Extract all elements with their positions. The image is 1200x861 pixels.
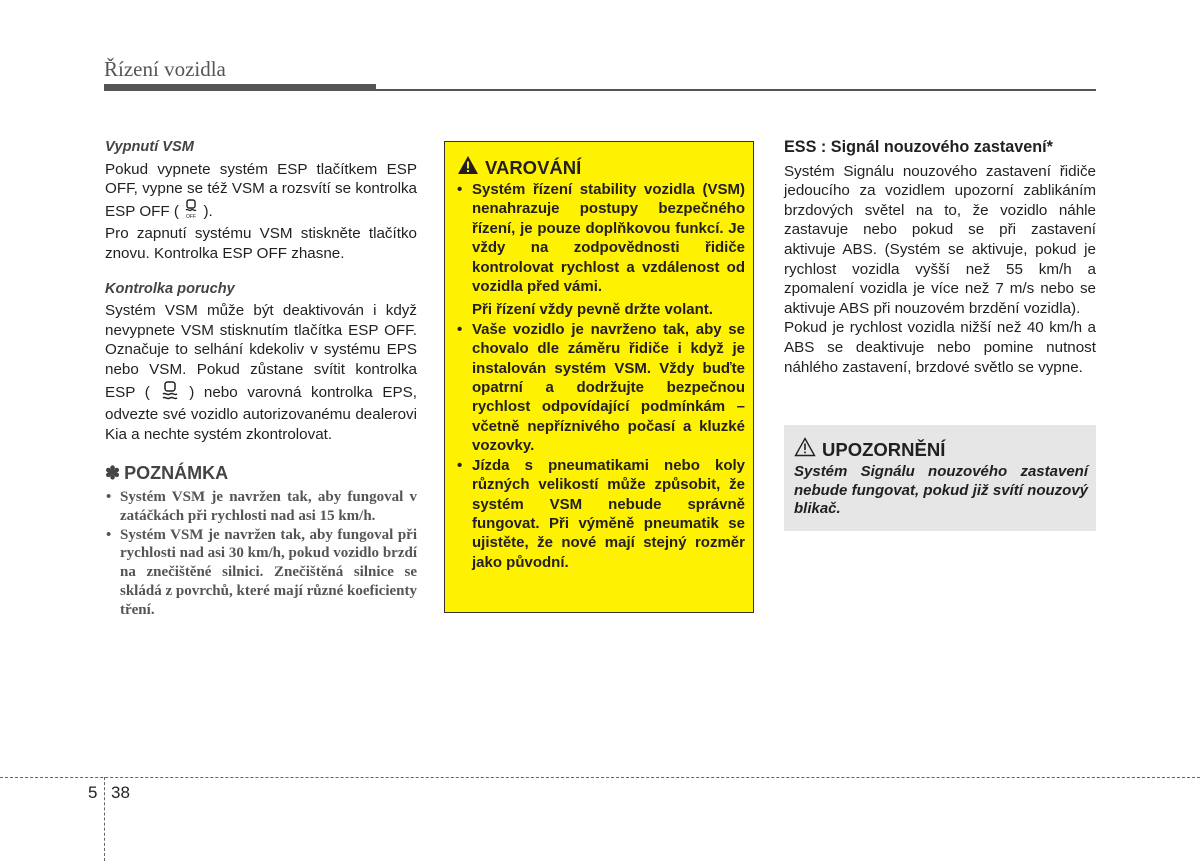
warning-title: VAROVÁNÍ xyxy=(485,156,582,178)
fault-text-a: Systém VSM může být deaktivován i když nevypnete VSM stisknutím tlačítka ESP OFF. Označuje to selhání kdekoliv v systému EPS nebo VSM. Pokud zůstane svítit kontrolka ESP ( xyxy=(105,302,417,401)
vsm-off-paragraph-1 xyxy=(105,160,417,225)
ess-paragraph-2: Pokud je rychlost vozidla nižší než 40 km/h a ABS se deaktivuje nebo pomine nutnost náhlého zastavení, brzdové světlo se vypne. xyxy=(784,319,1096,376)
vsm-off-paragraph-2: Pro zapnutí systému VSM stiskněte tlačítko znovu. Kontrolka ESP OFF zhasne. xyxy=(105,225,417,262)
caution-triangle-icon xyxy=(794,437,816,462)
caution-box xyxy=(784,425,1096,531)
svg-text:OFF: OFF xyxy=(186,213,197,219)
page-number: 38 xyxy=(111,783,130,802)
warning-list xyxy=(455,180,745,572)
chapter-number: 5 xyxy=(88,783,98,802)
asterisk-icon: ✽ xyxy=(105,463,121,484)
vsm-off-text-b: ). xyxy=(203,202,213,220)
ess-title: ESS : Signál nouzového zastavení* xyxy=(784,138,1053,156)
fault-text-b: ) nebo varovná kontrolka EPS, odvezte své vozidlo autorizovanému dealerovi Kia a nechte systém zkontrolovat. xyxy=(105,383,417,443)
vsm-off-heading: Vypnutí VSM xyxy=(105,139,194,155)
ess-section xyxy=(784,138,1096,377)
note-list xyxy=(105,488,417,620)
note-item: • Systém VSM je navržen tak, aby fungoval při rychlosti nad asi 30 km/h, pokud vozidlo brzdí na znečištěné silnici. Znečištěná silnice se skládá z povrchů, které mají různé koeficienty tření. xyxy=(105,526,417,620)
caution-heading xyxy=(794,437,945,462)
warning-item-text: Vaše vozidlo je navrženo tak, aby se chovalo dle záměru řidiče i když je instalován systém VSM. Vždy buďte opatrní a dodržujte bezpečnou rychlost odpovídající podmínkám – včetně nepříznivého počasí a kluzké vozovky. xyxy=(472,320,745,455)
section-title: Řízení vozidla xyxy=(104,57,226,81)
esp-indicator-icon xyxy=(160,380,180,406)
caution-title: UPOZORNĚNÍ xyxy=(822,438,946,460)
warning-item xyxy=(455,180,745,320)
vsm-off-text-a: Pokud vypnete systém ESP tlačítkem ESP OFF, vypne se též VSM a rozsvítí se kontrolka ESP OFF ( xyxy=(105,160,417,220)
warning-item-text: Jízda s pneumatikami nebo koly různých velikostí může způsobit, že systém VSM nebude správně fungovat. Při výměně pneumatik se ujistěte, že nové mají stejný rozměr jako původní. xyxy=(472,456,745,571)
ess-paragraph-1: Systém Signálu nouzového zastavení řidiče jedoucího za vozidlem upozorní zablikáním brzdových světel na to, že vozidlo náhle zastavuje nebo pokud se při zastavení aktivuje ABS. (Systém se aktivuje, pokud je rychlost vozidla vyšší než 55 km/h a zpomalení vozidla je více než 7 m/s nebo se aktivuje ABS při nouzovém brzdění vozidla). xyxy=(784,162,1096,317)
warning-triangle-icon xyxy=(457,155,479,180)
header-rule-thick xyxy=(104,84,376,91)
note-heading xyxy=(105,464,417,484)
warning-item xyxy=(455,320,745,456)
footer-divider xyxy=(0,777,1200,778)
fault-paragraph xyxy=(105,301,417,444)
header-rule-thin xyxy=(376,89,1096,91)
footer-vertical-divider xyxy=(104,777,105,861)
warning-item-text: Systém řízení stability vozidla (VSM) nenahrazuje postupy bezpečného řízení, je pouze doplňkovou funkcí. Je vždy na zodpovědnosti řidiče kontrolovat rychlost a vzdálenost od vozidla před vámi. xyxy=(472,181,745,296)
caution-text: Systém Signálu nouzového zastavení nebude fungovat, pokud již svítí nouzový blikač. xyxy=(794,463,1088,518)
note-item: • Systém VSM je navržen tak, aby fungoval v zatáčkách při rychlosti nad asi 15 km/h. xyxy=(105,488,417,526)
left-column xyxy=(105,138,417,619)
warning-item-extra: Při řízení vždy pevně držte volant. xyxy=(472,301,713,319)
fault-heading: Kontrolka poruchy xyxy=(105,280,235,297)
note-title: POZNÁMKA xyxy=(124,463,229,484)
warning-box xyxy=(444,141,754,613)
warning-item xyxy=(455,456,745,572)
esp-off-indicator-icon xyxy=(183,199,199,225)
warning-heading xyxy=(457,155,581,180)
